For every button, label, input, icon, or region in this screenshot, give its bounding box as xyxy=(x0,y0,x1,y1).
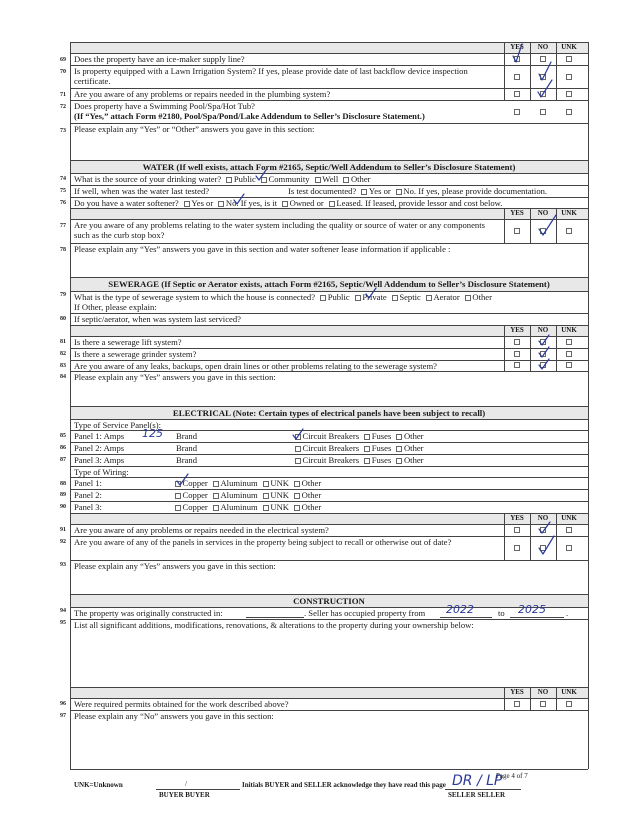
question-79: What is the type of sewerage system to which the house is connected? Public Private Septic Aerator Other xyxy=(74,292,492,302)
checkbox-circuit-breakers[interactable] xyxy=(295,434,301,440)
wiring-panel-1-label: Panel 1: xyxy=(74,478,102,488)
question-69: Does the property have an ice-maker supply line? xyxy=(74,54,245,64)
checkbox-copper[interactable] xyxy=(175,505,181,511)
checkbox-yes[interactable] xyxy=(514,351,520,357)
buyer-label: BUYER BUYER xyxy=(159,791,210,799)
question-76: Do you have a water softener? Yes or No. If yes, is it Owned or Leased. If leased, provide lessor and cost below. xyxy=(74,198,503,208)
checkbox-other[interactable] xyxy=(396,434,402,440)
checkbox-unk[interactable] xyxy=(263,481,269,487)
line-number: 82 xyxy=(60,351,66,357)
line-number: 78 xyxy=(60,247,66,253)
wiring-label: Type of Wiring: xyxy=(74,467,129,477)
col-unk: UNK xyxy=(561,43,577,51)
col-unk: UNK xyxy=(561,688,577,696)
question-97: Please explain any “No” answers you gave in this section: xyxy=(74,711,274,721)
line-number: 89 xyxy=(60,492,66,498)
checkbox-copper[interactable] xyxy=(175,493,181,499)
question-75-doc: Is test documented? Yes or No. If yes, please provide documentation. xyxy=(288,186,548,196)
col-no: NO xyxy=(537,209,549,217)
checkbox-unk[interactable] xyxy=(566,91,572,97)
line-number: 80 xyxy=(60,316,66,322)
checkbox-no[interactable] xyxy=(540,74,546,80)
line-number: 81 xyxy=(60,339,66,345)
line-number: 91 xyxy=(60,527,66,533)
question-71: Are you aware of any problems or repairs needed in the plumbing system? xyxy=(74,89,331,99)
checkbox-yes[interactable] xyxy=(514,228,520,234)
line-number: 71 xyxy=(60,92,66,98)
line-number: 79 xyxy=(60,292,66,298)
checkbox-yes[interactable] xyxy=(361,189,367,195)
line-number: 94 xyxy=(60,608,66,614)
checkbox-unk[interactable] xyxy=(566,56,572,62)
checkbox-aluminum[interactable] xyxy=(213,481,219,487)
initials-separator: / xyxy=(185,780,187,788)
occupied-to-label: to xyxy=(498,608,505,618)
wiring-panel-1-options: Copper Aluminum UNK Other xyxy=(172,478,321,488)
checkbox-no[interactable] xyxy=(218,201,224,207)
checkbox-yes[interactable] xyxy=(514,362,520,368)
checkbox-copper[interactable] xyxy=(175,481,181,487)
question-77: Are you aware of any problems relating to the water system including the quality or source of water or any components such as the curb stop box? xyxy=(74,220,485,240)
checkbox-no[interactable] xyxy=(540,56,546,62)
checkbox-unk[interactable] xyxy=(566,339,572,345)
buyer-initials-line[interactable] xyxy=(156,789,240,790)
line-number: 69 xyxy=(60,57,66,63)
line-number: 83 xyxy=(60,363,66,369)
checkbox-no[interactable] xyxy=(540,362,546,368)
sewerage-section-header: SEWERAGE (If Septic or Aerator exists, attach Form #2165, Septic/Well Addendum to Seller’s Disclosure Statement) xyxy=(108,279,550,289)
col-yes: YES xyxy=(510,688,524,696)
checkbox-aluminum[interactable] xyxy=(213,505,219,511)
col-no: NO xyxy=(537,688,549,696)
col-yes: YES xyxy=(510,326,524,334)
border-right xyxy=(588,42,589,769)
checkbox-public[interactable] xyxy=(226,177,232,183)
checkbox-circuit-breakers[interactable] xyxy=(295,446,301,452)
col-no: NO xyxy=(537,514,549,522)
checkbox-yes[interactable] xyxy=(514,339,520,345)
wiring-panel-2-label: Panel 2: xyxy=(74,490,102,500)
checkbox-unk[interactable] xyxy=(566,545,572,551)
col-unk: UNK xyxy=(561,514,577,522)
checkbox-leased[interactable] xyxy=(329,201,335,207)
checkbox-yes[interactable] xyxy=(514,56,520,62)
question-82: Is there a sewerage grinder system? xyxy=(74,349,197,359)
checkbox-yes[interactable] xyxy=(514,91,520,97)
checkbox-community[interactable] xyxy=(261,177,267,183)
initials-statement: Initials BUYER and SELLER acknowledge they have read this page xyxy=(242,781,446,789)
question-83: Are you aware of any leaks, backups, open drain lines or other problems relating to the sewerage system? xyxy=(74,361,437,371)
checkbox-yes[interactable] xyxy=(184,201,190,207)
seller-initials: DR / LP xyxy=(452,773,503,789)
question-81: Is there a sewerage lift system? xyxy=(74,337,182,347)
panel-2-brand: Brand xyxy=(176,443,198,453)
question-92: Are you aware of any of the panels in services in the property being subject to recall or otherwise out of date? xyxy=(74,537,452,547)
line-number: 86 xyxy=(60,445,66,451)
panel-2-label: Panel 2: Amps xyxy=(74,443,125,453)
checkbox-other[interactable] xyxy=(294,493,300,499)
panel-3-type: Circuit Breakers Fuses Other xyxy=(292,455,424,465)
page-number: Page 4 of 7 xyxy=(496,772,528,780)
line-number: 75 xyxy=(60,188,66,194)
construction-section-header: CONSTRUCTION xyxy=(293,596,365,606)
line-number: 84 xyxy=(60,374,66,380)
checkbox-no[interactable] xyxy=(540,91,546,97)
question-91: Are you aware of any problems or repairs needed in the electrical system? xyxy=(74,525,329,535)
question-78: Please explain any “Yes” answers you gave in this section and water softener lease information if applicable : xyxy=(74,244,451,254)
checkbox-aluminum[interactable] xyxy=(213,493,219,499)
line-number: 90 xyxy=(60,504,66,510)
col-no: NO xyxy=(537,43,549,51)
question-93: Please explain any “Yes” answers you gave in this section: xyxy=(74,561,276,571)
checkbox-aerator[interactable] xyxy=(426,295,432,301)
disclosure-form xyxy=(70,42,588,769)
line-number: 87 xyxy=(60,457,66,463)
checkbox-yes[interactable] xyxy=(514,109,520,115)
line-number: 96 xyxy=(60,701,66,707)
question-96: Were required permits obtained for the work described above? xyxy=(74,699,289,709)
checkbox-no[interactable] xyxy=(396,189,402,195)
checkbox-no[interactable] xyxy=(540,109,546,115)
occupied-from-year: 2022 xyxy=(446,603,474,616)
line-number: 97 xyxy=(60,713,66,719)
checkbox-yes[interactable] xyxy=(514,527,520,533)
checkbox-no[interactable] xyxy=(540,527,546,533)
checkbox-no[interactable] xyxy=(540,351,546,357)
water-section-header: WATER (If well exists, attach Form #2165, Septic/Well Addendum to Seller’s Disclosure Statement) xyxy=(142,162,516,172)
col-yes: YES xyxy=(510,514,524,522)
line-number: 88 xyxy=(60,481,66,487)
checkbox-unk[interactable] xyxy=(566,351,572,357)
question-74: What is the source of your drinking water? Public Community Well Other xyxy=(74,174,371,184)
unk-legend: UNK=Unknown xyxy=(74,781,123,789)
checkbox-private[interactable] xyxy=(355,295,361,301)
panel-3-brand: Brand xyxy=(176,455,198,465)
checkbox-well[interactable] xyxy=(315,177,321,183)
col-unk: UNK xyxy=(561,209,577,217)
checkbox-no[interactable] xyxy=(540,339,546,345)
checkbox-no[interactable] xyxy=(540,228,546,234)
line-number: 73 xyxy=(60,128,66,134)
question-95: List all significant additions, modifications, renovations, & alterations to the property during your ownership below: xyxy=(74,620,474,630)
line-number: 95 xyxy=(60,620,66,626)
col-unk: UNK xyxy=(561,326,577,334)
question-84: Please explain any “Yes” answers you gave in this section: xyxy=(74,372,276,382)
col-yes: YES xyxy=(510,209,524,217)
checkbox-unk[interactable] xyxy=(566,527,572,533)
panel-1-brand: Brand xyxy=(176,431,198,441)
seller-initials-line xyxy=(445,789,521,790)
question-73: Please explain any “Yes” or “Other” answers you gave in this section: xyxy=(74,124,315,134)
checkbox-fuses[interactable] xyxy=(364,458,370,464)
line-number: 76 xyxy=(60,200,66,206)
checkbox-septic[interactable] xyxy=(392,295,398,301)
checkbox-no[interactable] xyxy=(540,701,546,707)
panel-1-amps: 125 xyxy=(142,427,163,440)
checkbox-other[interactable] xyxy=(343,177,349,183)
checkbox-unk[interactable] xyxy=(566,362,572,368)
panel-1-label: Panel 1: Amps xyxy=(74,431,125,441)
checkbox-yes[interactable] xyxy=(514,545,520,551)
electrical-section-header: ELECTRICAL (Note: Certain types of electrical panels have been subject to recall) xyxy=(172,408,486,418)
question-75: If well, when was the water last tested? xyxy=(74,186,210,196)
line-number: 92 xyxy=(60,539,66,545)
line-number: 74 xyxy=(60,176,66,182)
checkbox-fuses[interactable] xyxy=(364,434,370,440)
question-79-other: If Other, please explain: xyxy=(74,302,157,312)
checkbox-unk[interactable] xyxy=(263,505,269,511)
wiring-panel-2-options: Copper Aluminum UNK Other xyxy=(172,490,321,500)
checkbox-unk[interactable] xyxy=(566,701,572,707)
question-72-note: (If “Yes,” attach Form #2180, Pool/Spa/Pond/Lake Addendum to Seller’s Disclosure Statement.) xyxy=(74,111,425,121)
seller-label: SELLER SELLER xyxy=(448,791,505,799)
question-72: Does property have a Swimming Pool/Spa/Hot Tub? xyxy=(74,101,255,111)
checkbox-yes[interactable] xyxy=(514,74,520,80)
col-no: NO xyxy=(537,326,549,334)
checkbox-other[interactable] xyxy=(396,446,402,452)
question-94: The property was originally constructed in: xyxy=(74,608,223,618)
occupied-to-year: 2025 xyxy=(518,603,546,616)
checkbox-yes[interactable] xyxy=(514,701,520,707)
line-number: 77 xyxy=(60,223,66,229)
line-number: 72 xyxy=(60,104,66,110)
year-built-line[interactable] xyxy=(246,617,304,618)
checkbox-other[interactable] xyxy=(294,505,300,511)
question-70: Is property equipped with a Lawn Irrigation System? If yes, please provide date of last backflow device inspection certificate. xyxy=(74,66,468,86)
checkbox-unk[interactable] xyxy=(566,228,572,234)
checkbox-unk[interactable] xyxy=(263,493,269,499)
occupied-from-line xyxy=(440,617,492,618)
question-94-occupied: . Seller has occupied property from xyxy=(304,608,426,618)
checkbox-other[interactable] xyxy=(465,295,471,301)
panel-3-label: Panel 3: Amps xyxy=(74,455,125,465)
checkbox-fuses[interactable] xyxy=(364,446,370,452)
checkbox-unk[interactable] xyxy=(566,74,572,80)
service-panel-label: Type of Service Panel(s): xyxy=(74,420,161,430)
line-number: 93 xyxy=(60,562,66,568)
line-number: 85 xyxy=(60,433,66,439)
checkbox-owned[interactable] xyxy=(282,201,288,207)
col-yes: YES xyxy=(510,43,524,51)
checkbox-other[interactable] xyxy=(294,481,300,487)
question-80: If septic/aerator, when was system last serviced? xyxy=(74,314,241,324)
panel-2-type: Circuit Breakers Fuses Other xyxy=(292,443,424,453)
checkbox-other[interactable] xyxy=(396,458,402,464)
period: . xyxy=(566,608,569,618)
panel-1-type: Circuit Breakers Fuses Other xyxy=(292,431,424,441)
checkbox-circuit-breakers[interactable] xyxy=(295,458,301,464)
wiring-panel-3-options: Copper Aluminum UNK Other xyxy=(172,502,321,512)
checkbox-unk[interactable] xyxy=(566,109,572,115)
wiring-panel-3-label: Panel 3: xyxy=(74,502,102,512)
checkbox-public[interactable] xyxy=(320,295,326,301)
occupied-to-line xyxy=(510,617,564,618)
checkbox-no[interactable] xyxy=(540,545,546,551)
line-number: 70 xyxy=(60,69,66,75)
